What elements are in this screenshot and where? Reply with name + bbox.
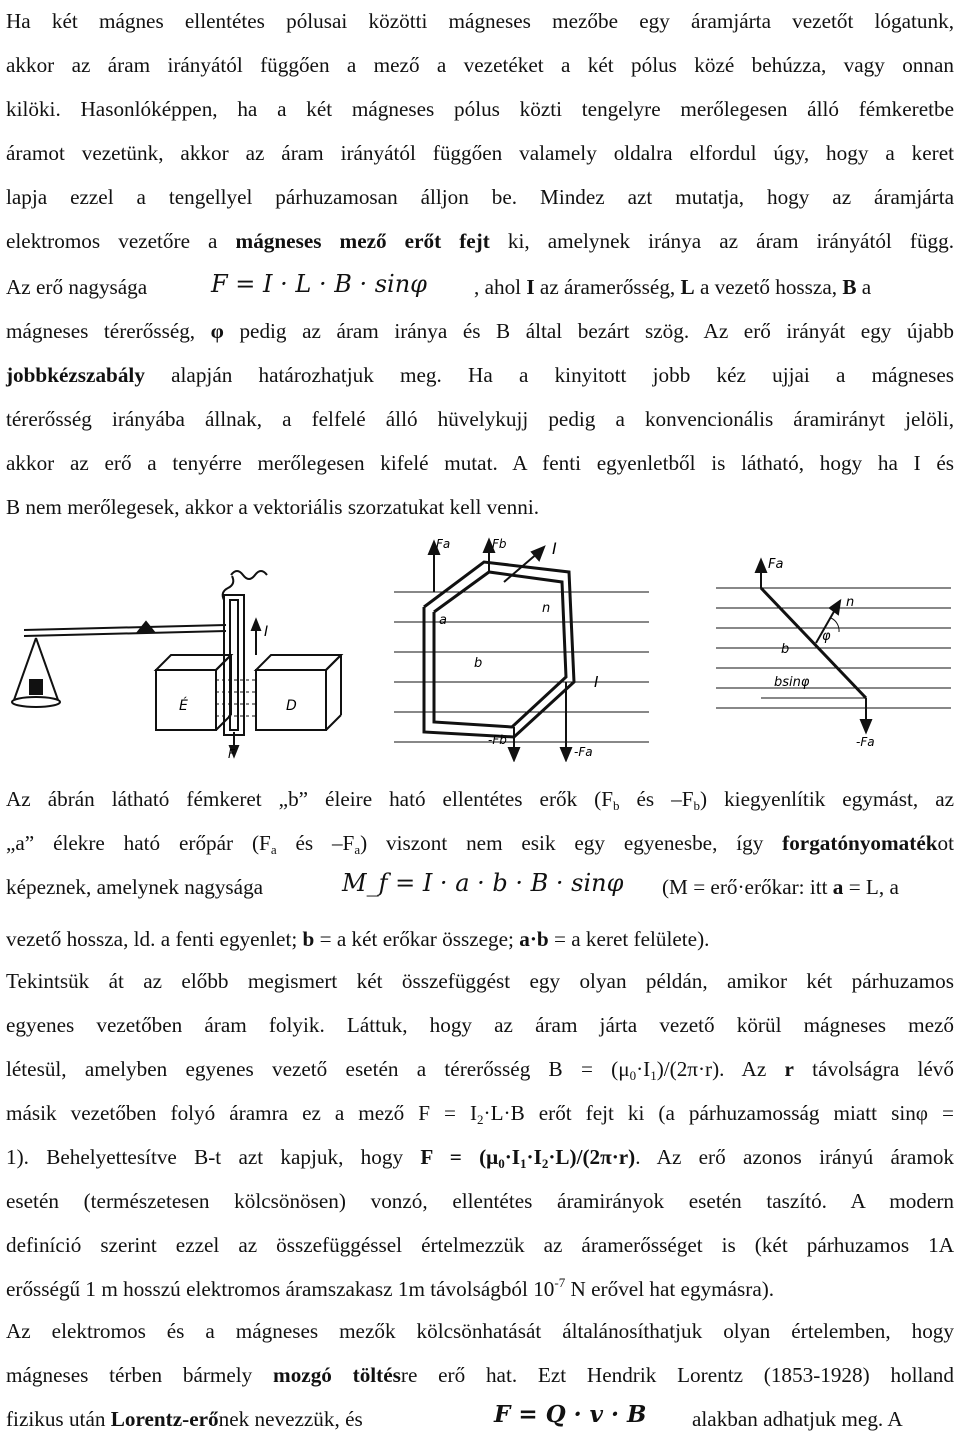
- figure-label: É: [179, 698, 188, 714]
- text-line: vezető hossza, ld. a fenti egyenlet; b = a két erőkar összege; a·b = a keret felülete).: [6, 927, 710, 951]
- text-line: akkor az erő a tenyérre merőlegesen kifelé mutat. A fenti egyenletből is látható, hogy ha I és: [6, 451, 954, 475]
- text-line: egyenes vezetőben áram folyik. Láttuk, hogy az áram járta vezető körül mágneses mező: [6, 1013, 954, 1037]
- bold-term: mágneses mező erőt fejt: [235, 229, 490, 253]
- text-line: Az erő nagysága: [6, 275, 148, 299]
- text-line: Az ábrán látható fémkeret „b” éleire ható ellentétes erők ($F_b$ és $-F_b$) kiegyenlítik egymást, az: [6, 787, 954, 813]
- force-formula: F = I · L · B · sinφ: [211, 270, 427, 298]
- figure-label: n: [542, 601, 551, 616]
- figure-label: D: [286, 698, 297, 714]
- text-line: Ha két mágnes ellentétes pólusai közötti mágneses mezőbe egy áramjárta vezetőt lógatunk,: [6, 9, 954, 33]
- text-line: mágneses térben bármely mozgó töltésre erő hat. Ezt Hendrik Lorentz (1853-1928) holland: [6, 1363, 954, 1387]
- text-line: esetén (természetesen kölcsönösen) vonzó, ellentétes áramirányok esetén taszító. A modern: [6, 1189, 954, 1213]
- figure-label: a: [439, 613, 447, 628]
- figure-label: I: [264, 624, 269, 640]
- torque-formula: M_f = I · a · b · B · sinφ: [342, 869, 624, 897]
- lorentz-formula: F = Q · v · B: [494, 1401, 647, 1428]
- text-line: létesül, amelyben egyenes vezető esetén a térerősség $B = (\mu_0\cdot I_1)/(2\pi\cdot r)$. Az r távolságra lévő: [6, 1057, 954, 1083]
- text-line: Az elektromos és a mágneses mezők kölcsönhatását általánosíthatjuk olyan értelemben, hogy: [6, 1319, 954, 1343]
- text-line: kilöki. Hasonlóképpen, ha a két mágneses pólus közti tengelyre merőlegesen álló fémkeretbe: [6, 97, 954, 121]
- text-line: képeznek, amelynek nagysága: [6, 875, 264, 899]
- text-line: , ahol I az áramerősség, L a vezető hossza, B a: [474, 275, 872, 299]
- figure-label: -Fa: [574, 745, 593, 759]
- text-line: jobbkézszabály alapján határozhatjuk meg. Ha a kinyitott jobb kéz ujjai a mágneses: [6, 363, 954, 387]
- figure-label: I: [552, 539, 557, 558]
- text-line: (M = erő·erőkar: itt a = L, a: [662, 875, 899, 899]
- bold-term: jobbkézszabály: [6, 363, 145, 387]
- text-line: „a” élekre ható erőpár ($F_a$ és $-F_a$) viszont nem esik egy egyenesbe, így forgatónyomatékot: [6, 831, 954, 857]
- text-line: 1). Behelyettesítve B-t azt kapjuk, hogy $F = (\mu_0\cdot I_1\cdot I_2\cdot L)/(2\pi\cdot r)$. Az erő azonos irányú áramok: [6, 1145, 955, 1171]
- bold-term: forgatónyomaték: [782, 831, 938, 855]
- figure-label: bsinφ: [774, 675, 810, 690]
- text-line: B nem merőlegesek, akkor a vektoriális szorzatukat kell venni.: [6, 495, 540, 519]
- figure-label: I: [594, 673, 599, 691]
- figure-label: b: [474, 656, 483, 671]
- text-line: lapja ezzel a tengellyel párhuzamosan álljon be. Mindez azt mutatja, hogy az áramjárta: [6, 185, 954, 209]
- text-line: fizikus után Lorentz-erőnek nevezzük, és: [6, 1407, 363, 1431]
- figure-label: Fb: [492, 537, 507, 551]
- figure-label: Fa: [768, 557, 784, 572]
- text-line: áramot vezetünk, akkor az áram irányától függően valamely oldalra elfordul úgy, hogy a keret: [6, 141, 954, 165]
- figure-label: φ: [822, 629, 831, 644]
- figure-side-view: [706, 548, 956, 748]
- text-line: erősségű 1 m hosszú elektromos áramszakasz 1m távolságból $10^{-7}$ N erővel hat egymásra).: [6, 1275, 775, 1301]
- figure-balance: [6, 560, 356, 760]
- text-line: térerősség irányába állnak, a felfelé álló hüvelykujj pedig a konvencionális áramirányt jelöli,: [6, 407, 954, 431]
- figure-label: -Fb: [488, 733, 507, 747]
- figure-loop: [394, 532, 654, 762]
- text-line: definíció szerint ezzel az összefüggéssel értelmezzük az áramerősséget is (két párhuzamos 1A: [6, 1233, 954, 1257]
- bold-term: Lorentz-erő: [110, 1407, 219, 1431]
- figure-label: F: [228, 747, 235, 760]
- text-line: másik vezetőben folyó áramra ez a mező $F = I_2\cdot L\cdot B$ erőt fejt ki (a párhuzamosság miatt sinφ =: [6, 1101, 954, 1127]
- text-line: akkor az áram irányától függően a mező a vezetéket a két pólus közé behúzza, vagy onnan: [6, 53, 954, 77]
- text-line: Tekintsük át az előbb megismert két összefüggést egy olyan példán, amikor két párhuzamos: [6, 969, 954, 993]
- figure-label: n: [846, 595, 855, 610]
- text-line: elektromos vezetőre a mágneses mező erőt fejt ki, amelynek iránya az áram irányától függ.: [6, 229, 955, 253]
- figure-label: -Fa: [856, 735, 875, 748]
- figure-label: b: [781, 642, 790, 657]
- text-line: mágneses térerősség, φ pedig az áram iránya és B által bezárt szög. Az erő irányát egy újabb: [6, 319, 954, 343]
- text-line: alakban adhatjuk meg. A: [692, 1407, 903, 1431]
- figure-label: Fa: [436, 537, 451, 551]
- bold-term: mozgó töltés: [273, 1363, 401, 1387]
